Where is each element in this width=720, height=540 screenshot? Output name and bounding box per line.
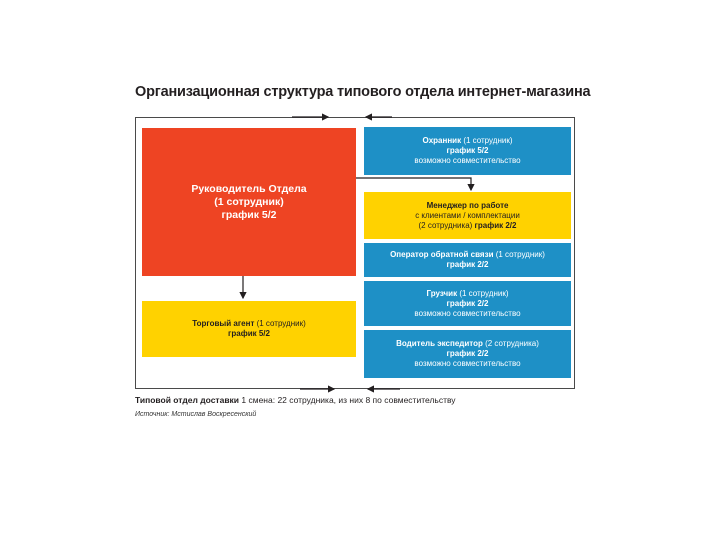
operator-schedule: график 2/2 xyxy=(446,260,489,269)
manager-role: с клиентами / комплектации xyxy=(415,210,520,220)
driver-title: Водитель экспедитор (2 сотрудника) xyxy=(396,339,539,348)
driver-note: возможно совместительство xyxy=(414,359,521,368)
agent-schedule: график 5/2 xyxy=(228,329,270,338)
loader-title: Грузчик (1 сотрудник) xyxy=(426,288,509,298)
manager-title: Менеджер по работе xyxy=(426,200,509,210)
diagram-title: Организационная структура типового отдела интернет-магазина xyxy=(135,84,591,100)
driver-schedule: график 2/2 xyxy=(446,349,489,358)
manager-schedule: (2 сотрудника) график 2/2 xyxy=(418,220,517,230)
head-title: Руководитель Отдела xyxy=(191,182,307,195)
agent-title: Торговый агент (1 сотрудник) xyxy=(192,319,306,328)
guard-schedule: график 5/2 xyxy=(446,146,489,155)
arrow-head-to-manager xyxy=(356,178,471,190)
loader-schedule: график 2/2 xyxy=(446,298,489,308)
operator-title: Оператор обратной связи (1 сотрудник) xyxy=(390,250,545,259)
head-count: (1 сотрудник) xyxy=(214,195,284,208)
footer-caption: Типовой отдел доставки 1 смена: 22 сотрудника, из них 8 по совместительству xyxy=(135,395,456,405)
source-note: Источник: Мстислав Воскресенский xyxy=(135,411,257,418)
guard-note: возможно совместительство xyxy=(414,156,521,165)
head-schedule: график 5/2 xyxy=(221,208,277,221)
guard-title: Охранник (1 сотрудник) xyxy=(422,136,513,145)
loader-note: возможно совместительство xyxy=(414,308,521,318)
